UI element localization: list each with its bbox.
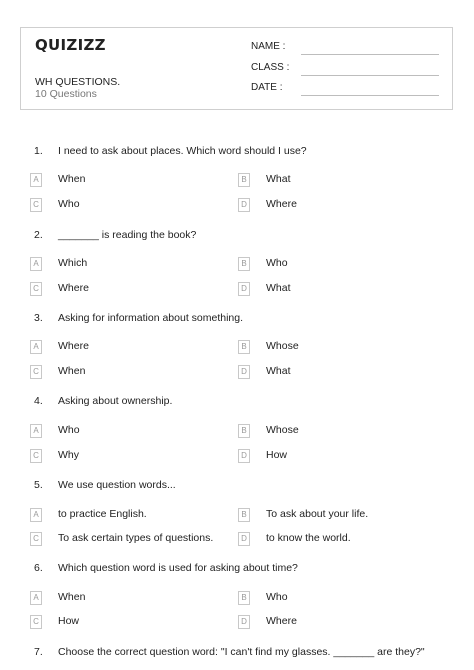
option-letter-box: D	[238, 365, 250, 379]
option-text: How	[58, 615, 80, 627]
option-letter-box: D	[238, 282, 250, 296]
option-letter-box: B	[238, 173, 250, 187]
option-letter-box: D	[238, 198, 250, 212]
option-letter-box: A	[30, 591, 42, 605]
worksheet-title: WH QUESTIONS.	[35, 76, 121, 88]
name-line	[301, 54, 439, 55]
option-letter-box: C	[30, 449, 42, 463]
option-text: Who	[266, 591, 288, 603]
option-letter-box: A	[30, 173, 42, 187]
option-text: Where	[266, 198, 297, 210]
option-letter-box: C	[30, 615, 42, 629]
option-text: When	[58, 591, 86, 603]
question-text: _______ is reading the book?	[58, 229, 197, 241]
question-text: Choose the correct question word: "I can't find my glasses. _______ are they?"	[58, 646, 425, 658]
option-letter-box: C	[30, 532, 42, 546]
question-number: 6.	[34, 562, 43, 574]
option-letter-box: D	[238, 615, 250, 629]
option-letter-box: D	[238, 532, 250, 546]
date-label: DATE :	[251, 82, 283, 93]
question-number: 1.	[34, 145, 43, 157]
option-text: What	[266, 282, 291, 294]
option-text: When	[58, 173, 86, 185]
question-number: 4.	[34, 395, 43, 407]
question-count: 10 Questions	[35, 88, 97, 100]
name-field[interactable]	[251, 41, 439, 55]
question-number: 2.	[34, 229, 43, 241]
worksheet-header	[20, 27, 453, 110]
option-text: To ask about your life.	[266, 508, 369, 520]
option-letter-box: A	[30, 340, 42, 354]
option-letter-box: C	[30, 198, 42, 212]
date-field[interactable]	[251, 82, 439, 96]
date-line	[301, 95, 439, 96]
option-text: Where	[266, 615, 297, 627]
option-letter-box: D	[238, 449, 250, 463]
quizizz-logo: QUIZIZZ	[35, 36, 106, 54]
option-text: To ask certain types of questions.	[58, 532, 214, 544]
question-text: Asking about ownership.	[58, 395, 173, 407]
option-text: Where	[58, 340, 89, 352]
option-text: to practice English.	[58, 508, 147, 520]
question-number: 5.	[34, 479, 43, 491]
class-field[interactable]	[251, 62, 439, 76]
question-text: I need to ask about places. Which word should I use?	[58, 145, 307, 157]
question-number: 7.	[34, 646, 43, 658]
option-text: What	[266, 365, 291, 377]
option-letter-box: A	[30, 508, 42, 522]
option-text: Who	[58, 424, 80, 436]
option-letter-box: B	[238, 424, 250, 438]
option-letter-box: C	[30, 365, 42, 379]
option-text: Where	[58, 282, 89, 294]
option-text: Whose	[266, 424, 299, 436]
option-text: Why	[58, 449, 79, 461]
option-letter-box: A	[30, 424, 42, 438]
question-number: 3.	[34, 312, 43, 324]
option-letter-box: A	[30, 257, 42, 271]
class-label: CLASS :	[251, 62, 290, 73]
option-text: What	[266, 173, 291, 185]
option-letter-box: B	[238, 508, 250, 522]
option-letter-box: B	[238, 591, 250, 605]
class-line	[301, 75, 439, 76]
question-text: Asking for information about something.	[58, 312, 244, 324]
option-letter-box: C	[30, 282, 42, 296]
option-text: to know the world.	[266, 532, 351, 544]
question-text: We use question words...	[58, 479, 176, 491]
option-text: When	[58, 365, 86, 377]
name-label: NAME :	[251, 41, 286, 52]
option-letter-box: B	[238, 257, 250, 271]
option-letter-box: B	[238, 340, 250, 354]
option-text: Who	[58, 198, 80, 210]
option-text: Which	[58, 257, 88, 269]
option-text: How	[266, 449, 288, 461]
question-text: Which question word is used for asking about time?	[58, 562, 298, 574]
option-text: Whose	[266, 340, 299, 352]
option-text: Who	[266, 257, 288, 269]
